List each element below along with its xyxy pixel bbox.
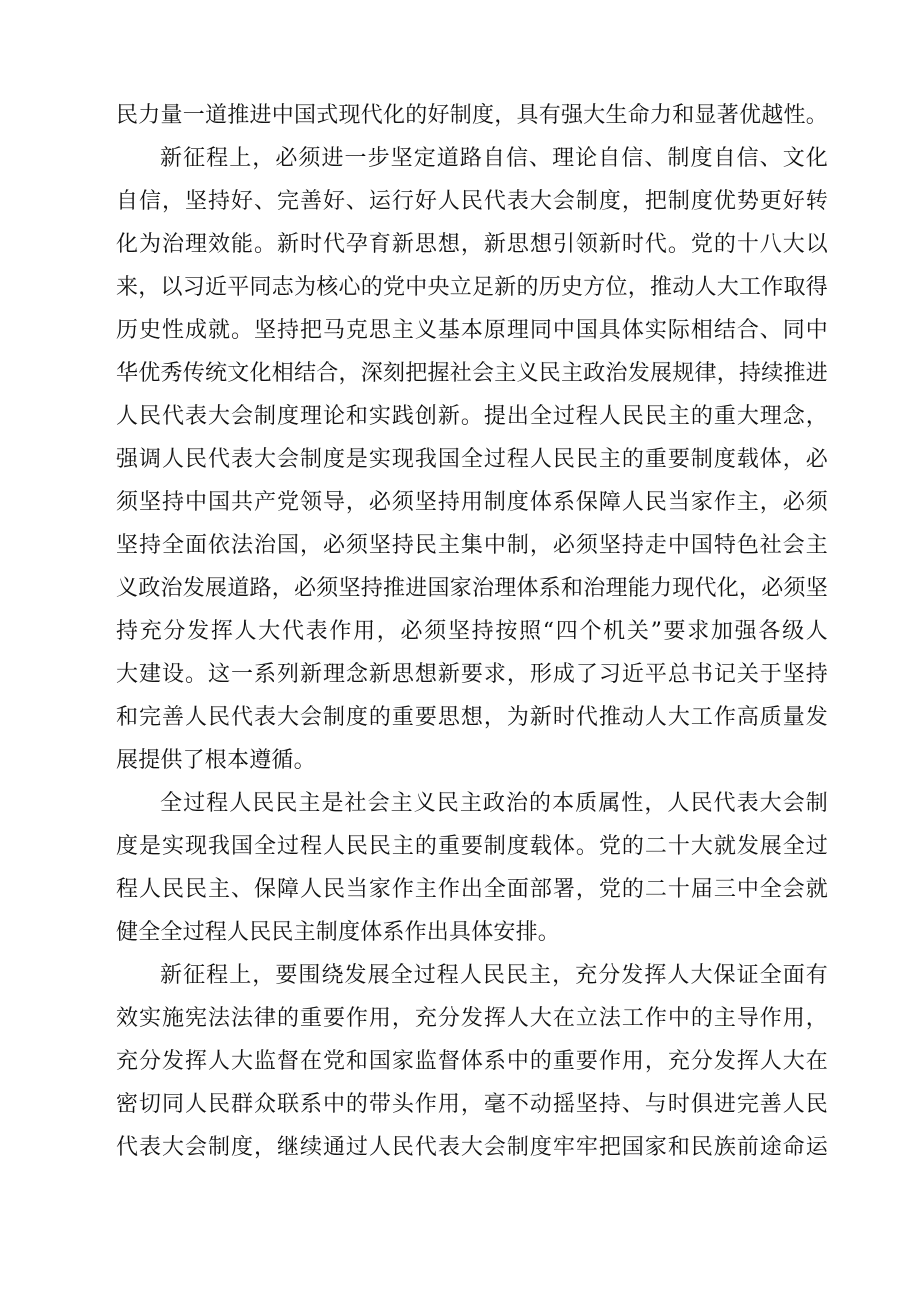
text-line: 坚持全面依法治国，必须坚持民主集中制，必须坚持走中国特色社会主 [116,533,828,558]
text-line: 新征程上，必须进一步坚定道路自信、理论自信、制度自信、文化 [160,146,828,171]
text-line: 代表大会制度，继续通过人民代表大会制度牢牢把国家和民族前途命运 [116,1135,828,1160]
text-line: 民力量一道推进中国式现代化的好制度，具有强大生命力和显著优越性。 [116,103,828,128]
text-line: 自信，坚持好、完善好、运行好人民代表大会制度，把制度优势更好转 [116,189,828,214]
text-line: 全过程人民民主是社会主义民主政治的本质属性，人民代表大会制 [160,791,828,816]
document-body [116,94,828,1169]
text-line: 充分发挥人大监督在党和国家监督体系中的重要作用，充分发挥人大在 [116,1049,828,1074]
paragraph-3 [116,782,828,954]
text-line: 度是实现我国全过程人民民主的重要制度载体。党的二十大就发展全过 [116,834,828,859]
text-line: 大建设。这一系列新理念新思想新要求，形成了习近平总书记关于坚持 [116,662,828,687]
text-line: 程人民民主、保障人民当家作主作出全面部署，党的二十届三中全会就 [116,877,828,902]
text-line: 义政治发展道路，必须坚持推进国家治理体系和治理能力现代化，必须坚 [116,576,828,601]
text-line: 持充分发挥人大代表作用，必须坚持按照“四个机关”要求加强各级人 [116,619,828,644]
paragraph-2 [116,137,828,782]
paragraph-1 [116,94,828,137]
text-line: 化为治理效能。新时代孕育新思想，新思想引领新时代。党的十八大以 [116,232,828,257]
text-line: 强调人民代表大会制度是实现我国全过程人民民主的重要制度载体，必 [116,447,828,472]
text-line: 历史性成就。坚持把马克思主义基本原理同中国具体实际相结合、同中 [116,318,828,343]
text-line: 密切同人民群众联系中的带头作用，毫不动摇坚持、与时俱进完善人民 [116,1092,828,1117]
text-line: 来，以习近平同志为核心的党中央立足新的历史方位，推动人大工作取得 [116,275,828,300]
text-line: 人民代表大会制度理论和实践创新。提出全过程人民民主的重大理念， [116,404,828,429]
text-line: 须坚持中国共产党领导，必须坚持用制度体系保障人民当家作主，必须 [116,490,828,515]
text-line: 新征程上，要围绕发展全过程人民民主，充分发挥人大保证全面有 [160,963,828,988]
text-line: 展提供了根本遵循。 [116,748,316,773]
text-line: 效实施宪法法律的重要作用，充分发挥人大在立法工作中的主导作用， [116,1006,828,1031]
text-line: 华优秀传统文化相结合，深刻把握社会主义民主政治发展规律，持续推进 [116,361,828,386]
text-line: 健全全过程人民民主制度体系作出具体安排。 [116,920,561,945]
text-line: 和完善人民代表大会制度的重要思想，为新时代推动人大工作高质量发 [116,705,828,730]
paragraph-4 [116,954,828,1169]
